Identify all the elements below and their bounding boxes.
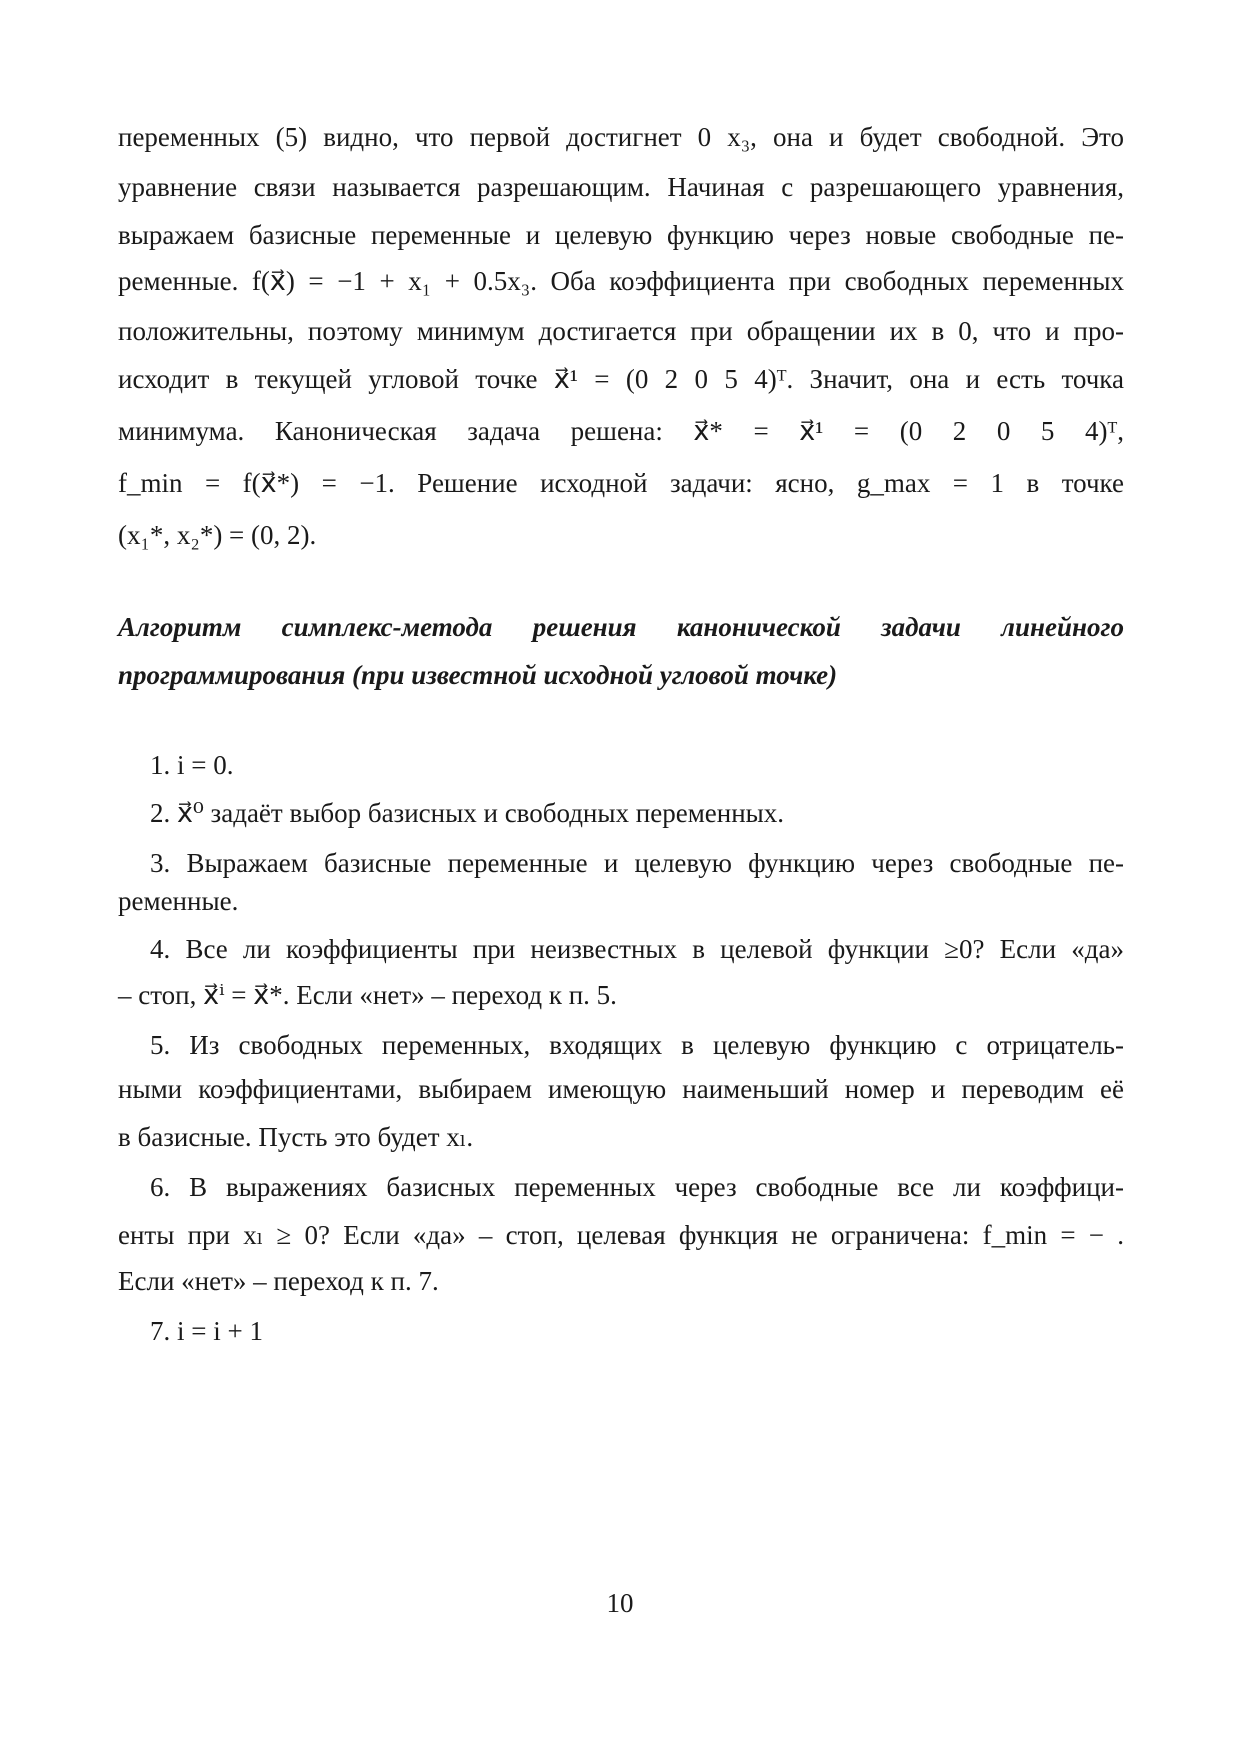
step-3-line-1: 3. Выражаем базисные переменные и целевую функцию через свободные пе-: [150, 848, 1124, 878]
paragraph-line-4: ременные. f(x⃗) = −1 + x₁ + 0.5x₃. Оба коэффициента при свободных переменных: [118, 266, 1124, 296]
step-7: 7. i = i + 1: [150, 1316, 263, 1346]
paragraph-line-2: уравнение связи называется разрешающим. Начиная с разрешающего уравнения,: [118, 172, 1124, 202]
paragraph-line-8: f_min = f(x⃗*) = −1. Решение исходной задачи: ясно, g_max = 1 в точке: [118, 468, 1124, 498]
paragraph-line-6: исходит в текущей угловой точке x⃗¹ = (0 2 0 5 4)ᵀ. Значит, она и есть точка: [118, 364, 1124, 394]
page-number: 10: [606, 1588, 634, 1618]
step-6-line-2: енты при xₗ ≥ 0? Если «да» – стоп, целевая функция не ограничена: f_min = − .: [118, 1220, 1124, 1250]
section-heading-line-1: Алгоритм симплекс-метода решения канонической задачи линейного: [118, 612, 1124, 642]
step-1: 1. i = 0.: [150, 750, 234, 780]
step-5-line-1: 5. Из свободных переменных, входящих в целевую функцию с отрицатель-: [150, 1030, 1124, 1060]
step-5-line-2: ными коэффициентами, выбираем имеющую наименьший номер и переводим её: [118, 1074, 1124, 1104]
step-3-line-2: ременные.: [118, 886, 239, 916]
section-heading-line-2: программирования (при известной исходной угловой точке): [118, 660, 838, 690]
step-5-line-3: в базисные. Пусть это будет xₗ.: [118, 1122, 474, 1152]
paragraph-line-7: минимума. Каноническая задача решена: x⃗* = x⃗¹ = (0 2 0 5 4)ᵀ,: [118, 416, 1124, 446]
step-4-line-1: 4. Все ли коэффициенты при неизвестных в целевой функции ≥0? Если «да»: [150, 934, 1124, 964]
paragraph-line-5: положительны, поэтому минимум достигается при обращении их в 0, что и про-: [118, 316, 1124, 346]
paragraph-line-9: (x₁*, x₂*) = (0, 2).: [118, 520, 317, 550]
step-4-line-2: – стоп, x⃗ⁱ = x⃗*. Если «нет» – переход к п. 5.: [118, 980, 617, 1010]
step-6-line-3: Если «нет» – переход к п. 7.: [118, 1266, 439, 1296]
step-6-line-1: 6. В выражениях базисных переменных через свободные все ли коэффици-: [150, 1172, 1124, 1202]
step-2: 2. x⃗⁰ задаёт выбор базисных и свободных переменных.: [150, 798, 785, 828]
paragraph-line-1: переменных (5) видно, что первой достигнет 0 x₃, она и будет свободной. Это: [118, 122, 1124, 152]
paragraph-line-3: выражаем базисные переменные и целевую функцию через новые свободные пе-: [118, 220, 1124, 250]
